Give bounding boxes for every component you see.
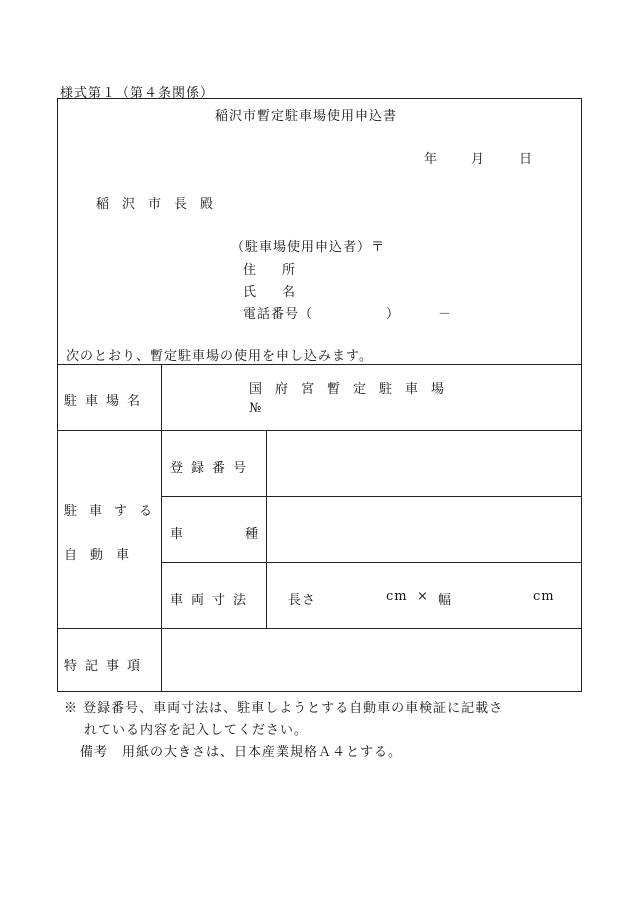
car-type-label-a: 車 xyxy=(170,527,184,542)
dimensions-label: 車両寸法 xyxy=(170,593,255,608)
registration-label: 登録番号 xyxy=(170,461,255,476)
divider-cartype xyxy=(161,562,582,563)
note-line-2: れている内容を記入してください。 xyxy=(84,723,309,738)
biko-note: 備考 用紙の大きさは、日本産業規格Ａ４とする。 xyxy=(80,745,403,760)
parking-number-mark: № xyxy=(249,401,262,416)
unit-cm-width: cm xyxy=(533,589,555,604)
divider-parking xyxy=(57,430,582,431)
divider-vehicle-sublabel xyxy=(266,430,267,628)
parking-name-value: 国 府 宮 暫 定 駐 車 場 xyxy=(249,382,445,397)
length-label: 長さ xyxy=(288,593,317,608)
applicant-phone-label: 電話番号（ xyxy=(243,307,314,322)
vehicle-label-line2: 自 動 車 xyxy=(64,548,130,563)
times-sign: × xyxy=(417,589,428,604)
width-label: 幅 xyxy=(438,593,452,608)
applicant-address-label: 住 所 xyxy=(243,263,296,278)
remarks-label: 特記事項 xyxy=(64,659,149,674)
intro-text: 次のとおり、暫定駐車場の使用を申し込みます。 xyxy=(66,349,373,364)
divider-registration xyxy=(161,496,582,497)
date-year: 年 xyxy=(424,152,438,167)
divider-label-column xyxy=(161,364,162,692)
applicant-phone-close: ） xyxy=(386,307,400,322)
note-line-1: ※ 登録番号、車両寸法は、駐車しようとする自動車の車検証に記載さ xyxy=(64,701,504,716)
parking-name-label: 駐車場名 xyxy=(64,394,149,409)
applicant-heading: （駐車場使用申込者）〒 xyxy=(231,240,386,255)
divider-dimensions xyxy=(57,628,582,629)
applicant-phone-dash: － xyxy=(438,307,452,322)
unit-cm-length: cm xyxy=(386,589,408,604)
applicant-name-label: 氏 名 xyxy=(243,285,296,300)
divider-intro xyxy=(57,364,582,365)
date-month: 月 xyxy=(471,152,485,167)
form-label: 様式第１（第４条関係） xyxy=(60,86,215,101)
car-type-label-b: 種 xyxy=(245,527,259,542)
date-day: 日 xyxy=(519,152,533,167)
form-title: 稲沢市暫定駐車場使用申込書 xyxy=(215,109,398,124)
addressee: 稲 沢 市 長 殿 xyxy=(96,197,214,212)
vehicle-label-line1: 駐車する xyxy=(64,504,165,519)
